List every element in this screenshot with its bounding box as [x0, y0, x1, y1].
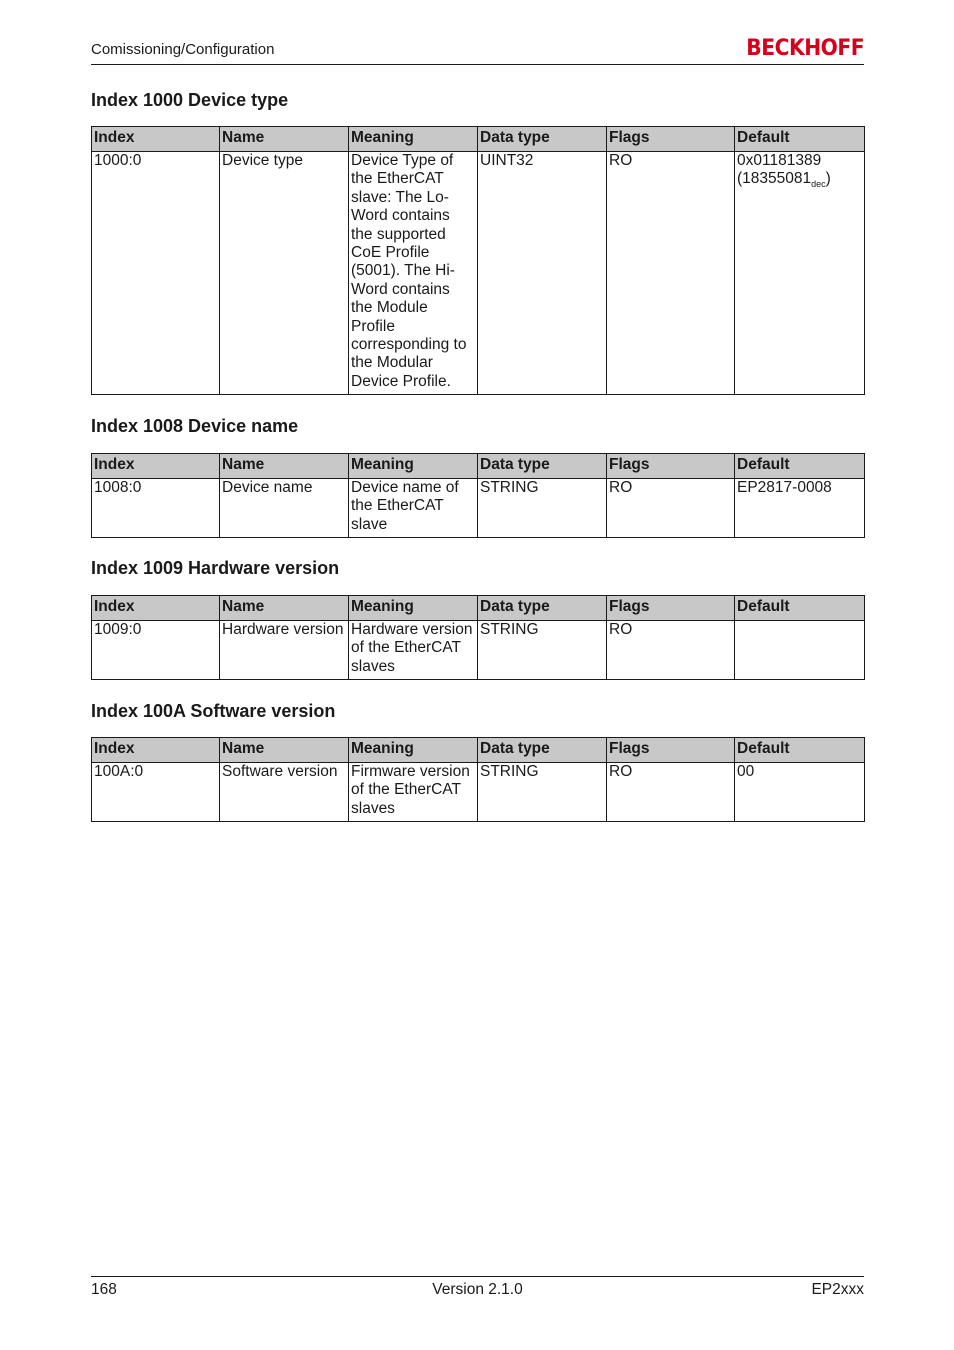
- cell-default: [735, 152, 865, 395]
- cell-meaning: Device name of the EtherCAT slave: [349, 479, 478, 538]
- table-row: [92, 621, 865, 680]
- page-number: 168: [91, 1281, 117, 1298]
- col-header-name: Name: [220, 596, 349, 621]
- col-header-data-type: Data type: [478, 127, 607, 152]
- section-title-1000: Index 1000 Device type: [91, 90, 289, 110]
- cell-name: Hardware version: [220, 621, 349, 680]
- table-header-row: [92, 127, 865, 152]
- cell-meaning: Firmware version of the EtherCAT slaves: [349, 763, 478, 822]
- document-name: EP2xxx: [811, 1281, 864, 1298]
- object-table-100a: [91, 737, 865, 822]
- section-title-1008: Index 1008 Device name: [91, 416, 299, 436]
- default-close: ): [825, 170, 831, 188]
- col-header-data-type: Data type: [478, 596, 607, 621]
- table-row: [92, 763, 865, 822]
- default-hex: 0x01181389: [737, 152, 822, 169]
- object-table-1009: [91, 595, 865, 680]
- cell-default: EP2817-0008: [735, 479, 865, 538]
- section-title-1009: Index 1009 Hardware version: [91, 558, 340, 578]
- cell-flags: RO: [607, 621, 735, 680]
- col-header-default: Default: [735, 127, 865, 152]
- default-dec-subscript: dec: [811, 179, 826, 190]
- cell-data-type: STRING: [478, 621, 607, 680]
- cell-default: 00: [735, 763, 865, 822]
- page-footer: [91, 1276, 864, 1303]
- table-header-row: [92, 454, 865, 479]
- table-header-row: [92, 596, 865, 621]
- col-header-data-type: Data type: [478, 738, 607, 763]
- col-header-meaning: Meaning: [349, 596, 478, 621]
- col-header-index: Index: [92, 738, 220, 763]
- cell-data-type: STRING: [478, 479, 607, 538]
- table-row: [92, 479, 865, 538]
- col-header-flags: Flags: [607, 596, 735, 621]
- object-table-1008: [91, 453, 865, 538]
- col-header-index: Index: [92, 596, 220, 621]
- cell-meaning: Device Type of the EtherCAT slave: The Lo-Word contains the supported CoE Profile (5001). The Hi-Word contains the Module Profile corresponding to the Modular Device Profile.: [349, 152, 478, 395]
- cell-meaning: Hardware version of the EtherCAT slaves: [349, 621, 478, 680]
- table-header-row: [92, 738, 865, 763]
- cell-index: 1008:0: [92, 479, 220, 538]
- cell-name: Software version: [220, 763, 349, 822]
- col-header-name: Name: [220, 738, 349, 763]
- col-header-meaning: Meaning: [349, 454, 478, 479]
- cell-index: 1000:0: [92, 152, 220, 395]
- col-header-meaning: Meaning: [349, 127, 478, 152]
- cell-index: 100A:0: [92, 763, 220, 822]
- page-header: [91, 36, 864, 65]
- col-header-default: Default: [735, 738, 865, 763]
- header-title: Comissioning/Configuration: [91, 41, 275, 58]
- col-header-data-type: Data type: [478, 454, 607, 479]
- document-version: Version 2.1.0: [432, 1281, 523, 1298]
- col-header-flags: Flags: [607, 127, 735, 152]
- cell-flags: RO: [607, 152, 735, 395]
- cell-index: 1009:0: [92, 621, 220, 680]
- cell-data-type: UINT32: [478, 152, 607, 395]
- object-table-1000: [91, 126, 865, 395]
- cell-flags: RO: [607, 479, 735, 538]
- cell-name: Device type: [220, 152, 349, 395]
- beckhoff-logo: BECKHOFF: [746, 36, 864, 61]
- col-header-default: Default: [735, 454, 865, 479]
- table-row: [92, 152, 865, 395]
- col-header-flags: Flags: [607, 454, 735, 479]
- section-title-100a: Index 100A Software version: [91, 701, 336, 721]
- col-header-meaning: Meaning: [349, 738, 478, 763]
- cell-default: [735, 621, 865, 680]
- col-header-flags: Flags: [607, 738, 735, 763]
- default-dec: (18355081: [737, 170, 812, 188]
- col-header-name: Name: [220, 127, 349, 152]
- col-header-index: Index: [92, 454, 220, 479]
- cell-flags: RO: [607, 763, 735, 822]
- cell-name: Device name: [220, 479, 349, 538]
- col-header-index: Index: [92, 127, 220, 152]
- col-header-name: Name: [220, 454, 349, 479]
- cell-data-type: STRING: [478, 763, 607, 822]
- col-header-default: Default: [735, 596, 865, 621]
